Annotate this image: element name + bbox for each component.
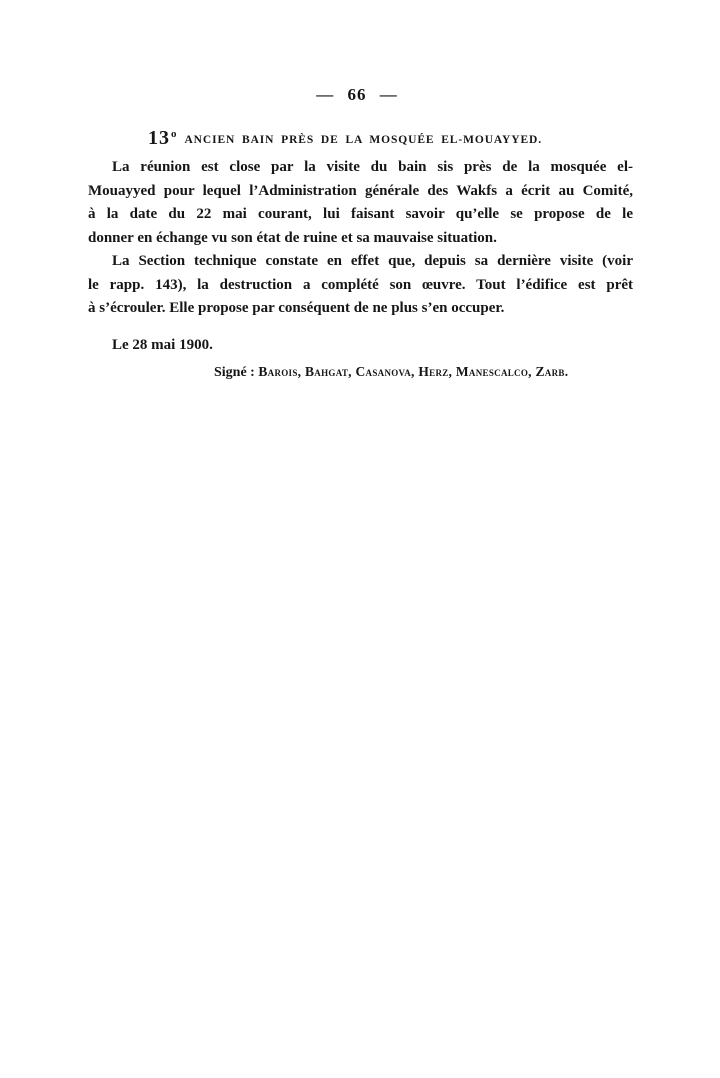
text-line: le rapp. 143), la destruction a complété son œuvre. Tout l’édifice est prêt bbox=[88, 276, 633, 293]
section-ordinal-suffix: o bbox=[170, 127, 177, 140]
paragraph-1 bbox=[88, 156, 633, 250]
signature-line bbox=[214, 362, 568, 383]
text-line: donner en échange vu son état de ruine et sa mauvaise situation. bbox=[88, 229, 497, 246]
text-line: La Section technique constate en effet que, depuis sa dernière visite (voir bbox=[112, 253, 633, 269]
page-number: — 66 — bbox=[316, 85, 398, 104]
section-title: ANCIEN BAIN PRÈS DE LA MOSQUÉE EL-MOUAYYED. bbox=[184, 134, 543, 146]
text-line: à s’écrouler. Elle propose par conséquent de ne plus s’en occuper. bbox=[88, 300, 505, 316]
text-line: à la date du 22 mai courant, lui faisant savoir qu’elle se propose de le bbox=[88, 206, 633, 222]
signature-names: Barois, Bahgat, Casanova, Herz, Manescalco, Zarb. bbox=[258, 364, 569, 379]
signature-label: Signé : bbox=[214, 365, 255, 380]
date-line: Le 28 mai 1900. bbox=[112, 337, 213, 353]
section-heading bbox=[0, 126, 690, 149]
text-line: Mouayyed pour lequel l’Administration générale des Wakfs a écrit au Comité, bbox=[88, 182, 633, 199]
section-number: 13 bbox=[147, 127, 170, 149]
paragraph-2 bbox=[88, 250, 633, 321]
body-text bbox=[88, 156, 633, 321]
text-line: La réunion est close par la visite du bain sis près de la mosquée el- bbox=[112, 159, 633, 175]
